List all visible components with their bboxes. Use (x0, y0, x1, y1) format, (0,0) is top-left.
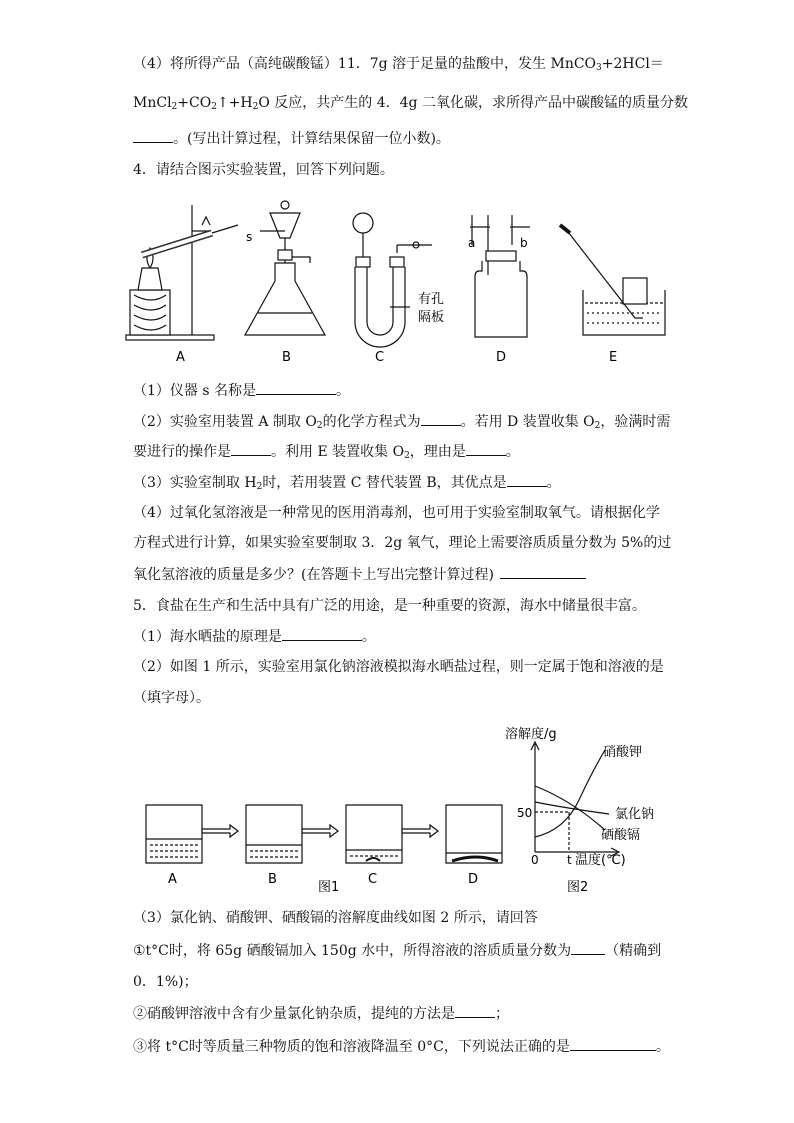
series-label-kno3: 硝酸钾 (603, 745, 643, 760)
answer-blank[interactable] (256, 380, 336, 395)
q4-part4-line3 (133, 564, 586, 585)
app-label-c: C (375, 350, 385, 365)
beaker-label-b: B (268, 872, 277, 887)
apparatus-b (245, 201, 325, 335)
label-s: s (246, 230, 253, 244)
q4-title: 4．请结合图示实验装置，回答下列问题。 (133, 162, 394, 178)
beaker-d (446, 805, 502, 863)
beaker-a (146, 805, 202, 863)
answer-blank[interactable] (231, 441, 271, 456)
q5-part2-line1: （2）如图 1 所示，实验室用氯化钠溶液模拟海水晒盐过程，则一定属于饱和溶液的是 (133, 659, 664, 675)
q3-part4-line1: （4）将所得产品（高纯碳酸锰）11．7g 溶于足量的盐酸中，发生 MnCO$_3$+2HCl＝ (133, 56, 664, 73)
app-label-e: E (609, 350, 618, 365)
text: 。若用 D 装置收集 O (460, 414, 595, 430)
beaker-label-d: D (468, 872, 479, 887)
text: ↑+H (216, 95, 253, 111)
text: ； (495, 1006, 509, 1022)
x-tick-t: t (567, 853, 572, 867)
q5-part3-item1-line1 (133, 940, 661, 961)
figure-1-beakers (130, 795, 510, 900)
y-axis-label: 溶解度/g (505, 727, 557, 742)
text: O 反应，共产生的 4．4g 二氧化碳，求所得产品中碳酸锰的质量分数 (258, 95, 688, 111)
answer-blank[interactable] (282, 626, 362, 641)
label-plate-1: 有孔 (418, 292, 445, 307)
series-label-nacl: 氯化钠 (615, 807, 655, 822)
apparatus-d (470, 215, 530, 337)
text: ②硝酸钾溶液中含有少量氯化钠杂质，提纯的方法是 (133, 1006, 455, 1022)
arrow-a-b (202, 825, 238, 837)
figure-2-chart (505, 720, 685, 900)
q5-title: 5．食盐在生产和生活中具有广泛的用途，是一种重要的资源，海水中储量很丰富。 (133, 598, 646, 614)
q5-part3-item2 (133, 1003, 509, 1024)
text: （3）实验室制取 H (133, 475, 257, 491)
q4-part1 (133, 380, 350, 401)
beaker-label-a: A (168, 872, 177, 887)
answer-blank[interactable] (421, 411, 461, 426)
text: 。 (655, 1039, 670, 1055)
q5-part3: （3）氯化钠、硝酸钾、硒酸镉的溶解度曲线如图 2 所示，请回答 (133, 910, 538, 926)
q3-part4-line2: $MnCl_2+CO_2↑+H_2O$ 反应，共产生的 4．4g 二氧化碳，求所得产品中碳酸锰的质量分数 (133, 95, 688, 112)
text: 。(写出计算过程，计算结果保留一位小数)。 (173, 131, 450, 147)
answer-blank[interactable] (570, 1036, 656, 1051)
series-line-knO3 (535, 750, 605, 837)
q5-part3-item1-line2: 0．1%)； (133, 974, 198, 990)
apparatus-figure (120, 195, 680, 370)
text: 。 (361, 629, 376, 645)
text: 。 (505, 444, 520, 460)
q4-part4-line2: 方程式进行计算，如果实验室要制取 3．2g 氧气，理论上需要溶质质量分数为 5%的过 (133, 535, 672, 551)
text: 。 (336, 383, 350, 399)
text: 。 (546, 475, 561, 491)
text: （2）实验室用装置 A 制取 O (133, 414, 317, 430)
app-label-b: B (282, 350, 291, 365)
answer-blank[interactable] (133, 128, 173, 143)
y-tick-50: 50 (517, 806, 533, 820)
figure-1-caption: 图1 (318, 880, 340, 895)
apparatus-a (126, 205, 238, 340)
text: 的化学方程式为 (322, 414, 421, 430)
text: 时，若用装置 C 替代装置 B，其优点是 (262, 475, 507, 491)
text: （1）海水晒盐的原理是 (133, 629, 282, 645)
label-b: b (520, 236, 528, 250)
arrow-c-d (402, 825, 438, 837)
q5-part2-line2: （填字母）。 (133, 690, 210, 706)
arrow-b-c (302, 825, 338, 837)
app-label-d: D (496, 350, 507, 365)
answer-blank[interactable] (500, 564, 586, 579)
beaker-label-c: C (368, 872, 378, 887)
q4-part2-line2: 要进行的操作是 。利用 E 装置收集 $O_2$，理由是 。 (133, 441, 520, 466)
answer-blank[interactable] (507, 472, 547, 487)
text: ，验满时需 (600, 414, 671, 430)
q5-part1 (133, 626, 376, 647)
text: MnCl (133, 95, 172, 111)
answer-blank[interactable] (455, 1003, 495, 1018)
text: ，理由是 (409, 444, 466, 460)
text: 要进行的操作是 (133, 444, 231, 460)
beaker-b (246, 805, 302, 863)
app-label-a: A (176, 350, 185, 365)
text: +CO (177, 95, 212, 111)
text: （4）将所得产品（高纯碳酸锰）11．7g 溶于足量的盐酸中，发生 MnCO (133, 56, 597, 72)
text: （1）仪器 s 名称是 (133, 383, 256, 399)
apparatus-c (353, 213, 432, 347)
figure-2-caption: 图2 (567, 880, 589, 895)
series-label-cdse: 硒酸镉 (601, 828, 641, 843)
text: （精确到 (605, 943, 662, 959)
label-a: a (468, 236, 476, 250)
answer-blank[interactable] (466, 441, 506, 456)
text: ③将 t°C时等质量三种物质的饱和溶液降温至 0°C，下列说法正确的是 (133, 1039, 570, 1055)
label-plate-2: 隔板 (418, 310, 445, 325)
beaker-c (346, 805, 402, 863)
text: 氧化氢溶液的质量是多少？(在答题卡上写出完整计算过程) (133, 567, 494, 583)
q4-part4-line1: （4）过氧化氢溶液是一种常见的医用消毒剂，也可用于实验室制取氧气。请根据化学 (133, 505, 660, 521)
q3-part4-line3 (133, 128, 450, 149)
q4-part2-line1: （2）实验室用装置 A 制取 $O_2$的化学方程式为 。若用 D 装置收集 $O_2$，验满时需 (133, 411, 670, 436)
x-axis-label: 温度(℃) (575, 853, 626, 868)
text: ①t°C时，将 65g 硒酸镉加入 150g 水中，所得溶液的溶质质量分数为 (133, 943, 572, 959)
text: +2HCl＝ (601, 56, 664, 72)
answer-blank[interactable] (571, 940, 605, 955)
origin-label: 0 (531, 853, 539, 867)
text: 。利用 E 装置收集 O (271, 444, 405, 460)
apparatus-e (560, 225, 665, 335)
q4-part3: （3）实验室制取 $H_2$时，若用装置 C 替代装置 B，其优点是 。 (133, 472, 561, 497)
q5-part3-item3 (133, 1036, 670, 1057)
